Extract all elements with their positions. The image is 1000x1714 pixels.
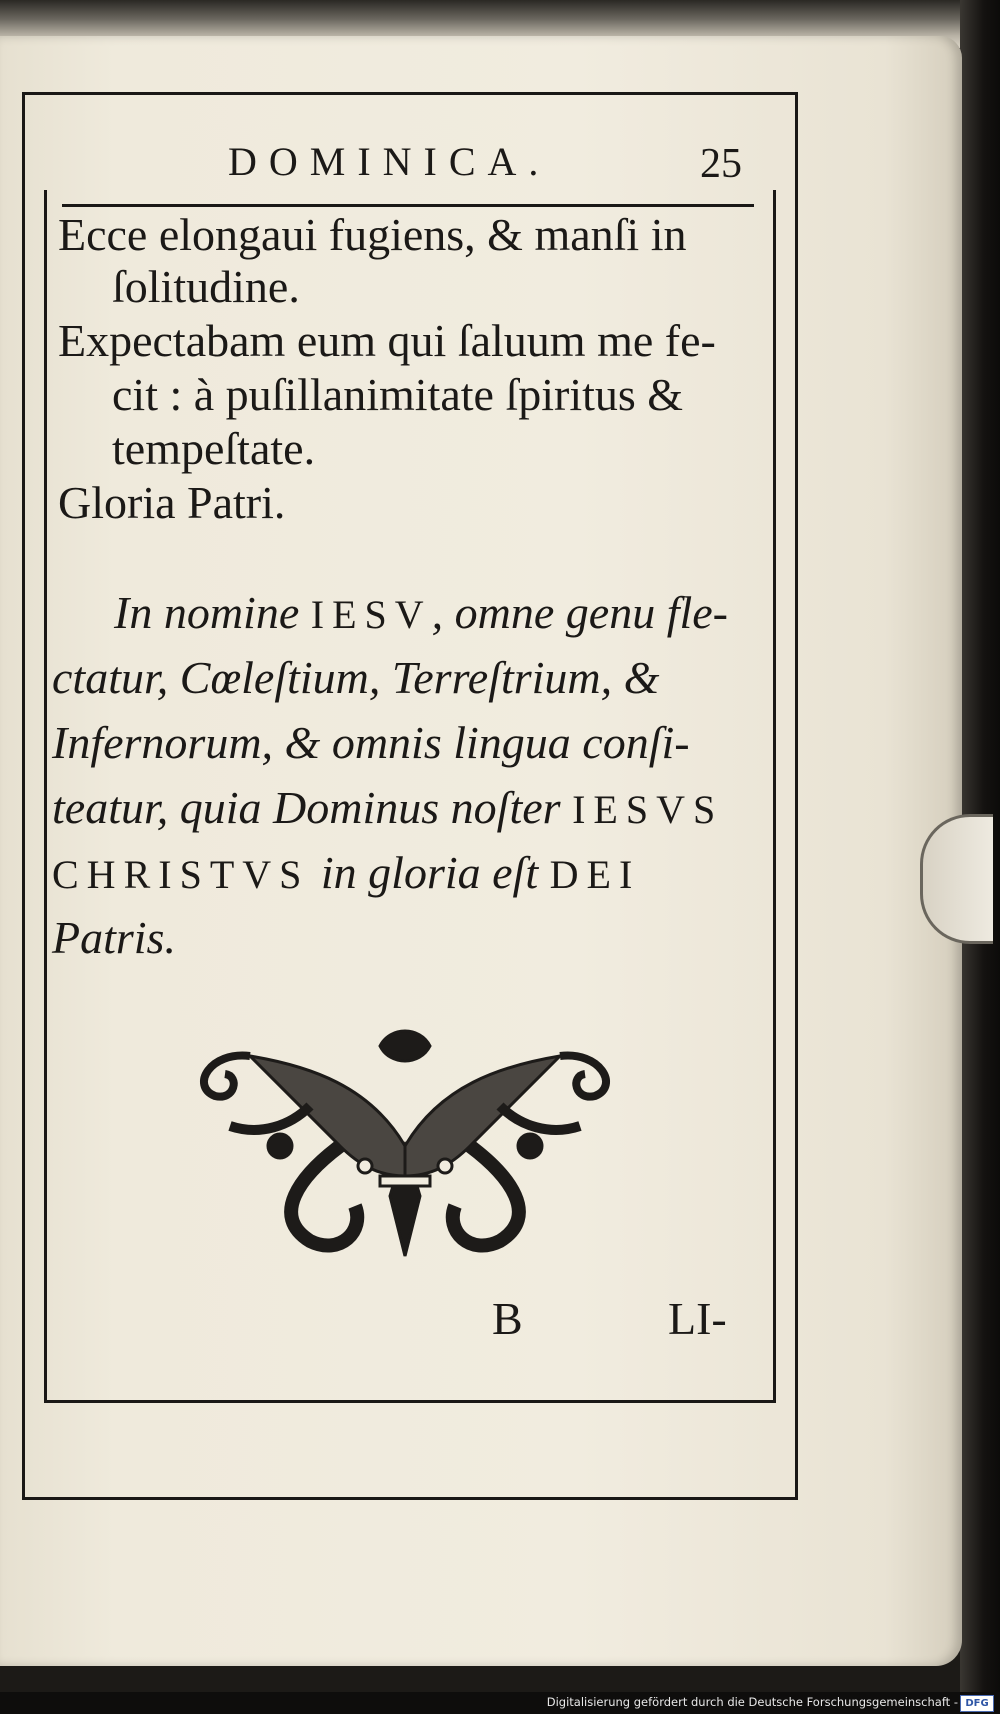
dfg-logo: DFG	[960, 1695, 994, 1712]
header-rule	[62, 204, 754, 207]
italic-line: CHRISTVS in gloria eſt DEI	[52, 847, 641, 898]
text-line: Gloria Patri.	[58, 477, 286, 528]
signature-mark: B	[492, 1293, 523, 1344]
catchword: LI-	[668, 1293, 727, 1344]
italic-line: ctatur, Cœleſtium, Terreſtrium, &	[52, 652, 660, 703]
italic-line: Infernorum, & omnis lingua conſi-	[52, 717, 690, 768]
text-line: Expectabam eum qui ſaluum me fe-	[58, 315, 716, 366]
italic-line: Patris.	[52, 912, 176, 963]
text-line: tempeſtate.	[112, 423, 316, 474]
digitization-credit: Digitalisierung gefördert durch die Deutsche Forschungsgemeinschaft -	[546, 1695, 958, 1709]
italic-line: In nomine IESV, omne genu fle-	[114, 587, 728, 638]
text-line: cit : à puſillanimitate ſpiritus &	[112, 369, 684, 420]
text-line: ſolitudine.	[112, 261, 300, 312]
page-number: 25	[700, 141, 742, 187]
book-clip	[920, 814, 993, 944]
text-line: Ecce elongaui fugiens, & manſi in	[58, 209, 687, 260]
running-head: DOMINICA.	[228, 139, 551, 184]
italic-line: teatur, quia Dominus noſter IESVS	[52, 782, 724, 833]
fleuron-ornament-icon	[190, 1026, 620, 1271]
